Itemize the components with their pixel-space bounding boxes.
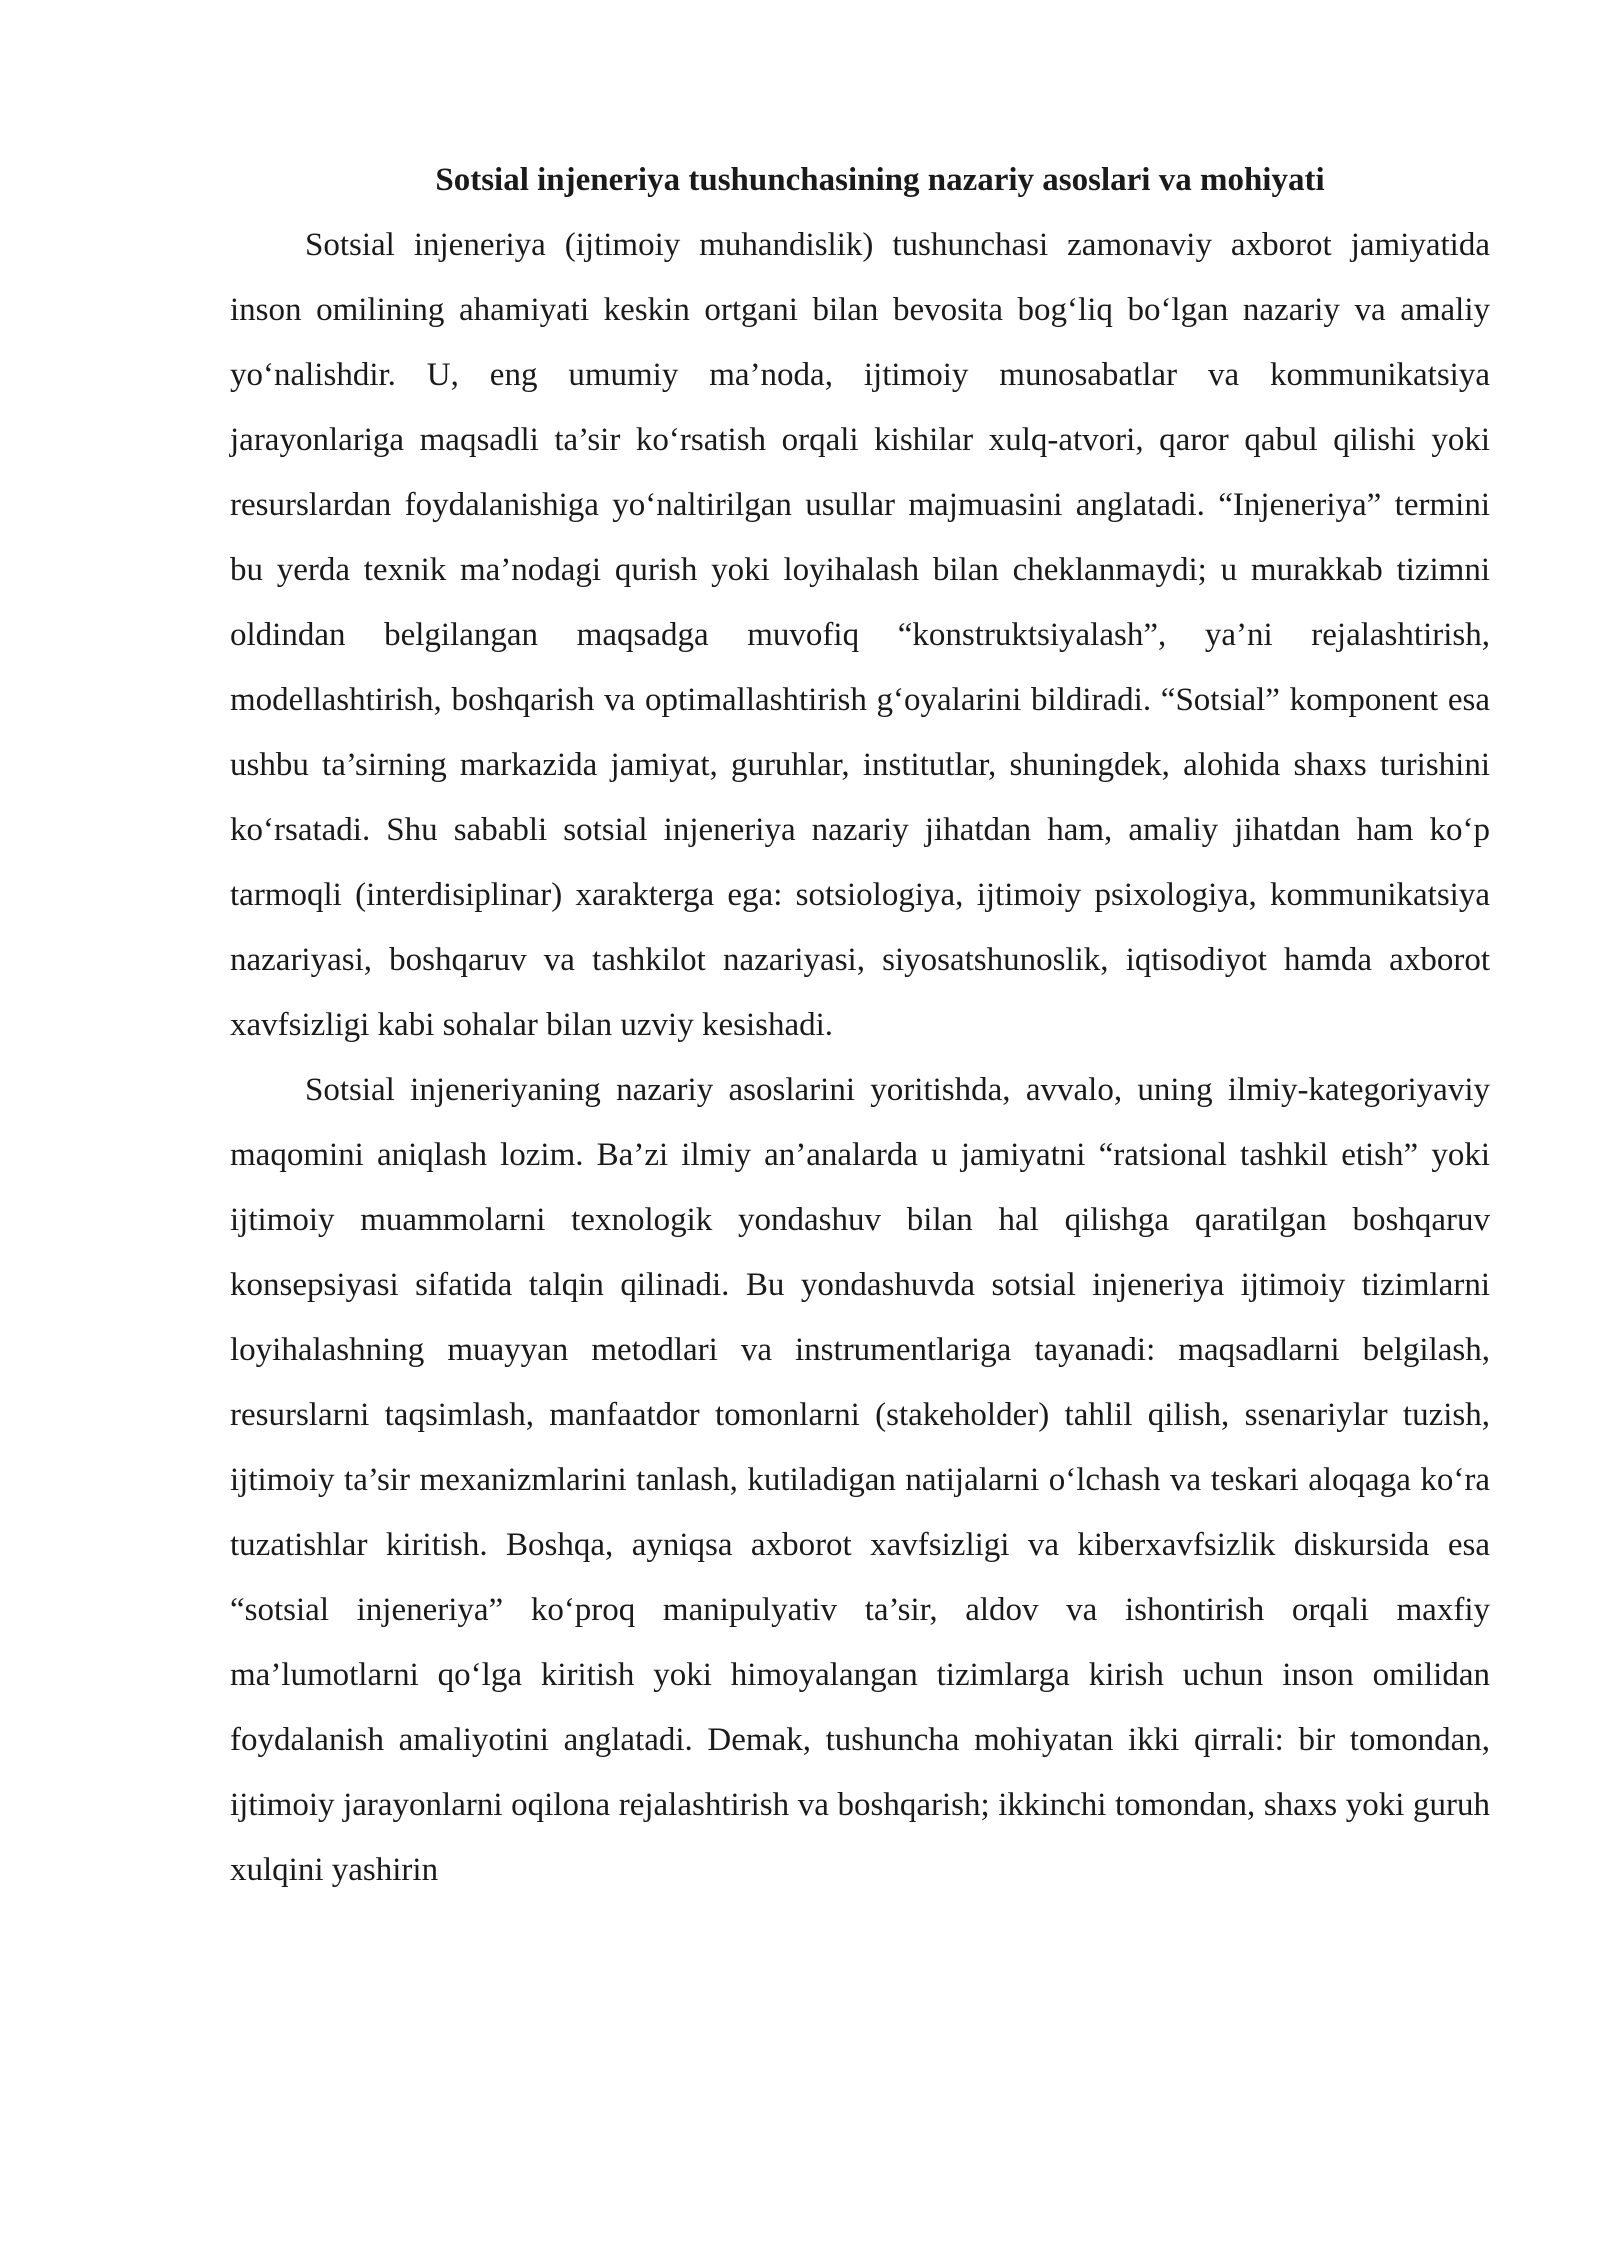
paragraph-1: Sotsial injeneriya (ijtimoiy muhandislik) tushunchasi zamonaviy axborot jamiyatida inson omilining ahamiyati keskin ortgani bilan bevosita bog‘liq bo‘lgan nazariy va amaliy yo‘nalishdir. U, eng umumiy ma’noda, ijtimoiy munosabatlar va kommunikatsiya jarayonlariga maqsadli ta’sir ko‘rsatish orqali kishilar xulq-atvori, qaror qabul qilishi yoki resurslardan foydalanishiga yo‘naltirilgan usullar majmuasini anglatadi. “Injeneriya” termini bu yerda texnik ma’nodagi qurish yoki loyihalash bilan cheklanmaydi; u murakkab tizimni oldindan belgilangan maqsadga muvofiq “konstruktsiyalash”, ya’ni rejalashtirish, modellashtirish, boshqarish va optimallashtirish g‘oyalarini bildiradi. “Sotsial” komponent esa ushbu ta’sirning markazida jamiyat, guruhlar, institutlar, shuningdek, alohida shaxs turishini ko‘rsatadi. Shu sababli sotsial injeneriya nazariy jihatdan ham, amaliy jihatdan ham ko‘p tarmoqli (interdisiplinar) xarakterga ega: sotsiologiya, ijtimoiy psixologiya, kommunikatsiya nazariyasi, boshqaruv va tashkilot nazariyasi, siyosatshunoslik, iqtisodiyot hamda axborot xavfsizligi kabi sohalar bilan uzviy kesishadi.: [230, 227, 1490, 1043]
document-title: Sotsial injeneriya tushunchasining nazariy asoslari va mohiyati: [435, 162, 1325, 198]
paragraph-2: Sotsial injeneriyaning nazariy asoslarini yoritishda, avvalo, uning ilmiy-kategoriyaviy maqomini aniqlash lozim. Ba’zi ilmiy an’analarda u jamiyatni “ratsional tashkil etish” yoki ijtimoiy muammolarni texnologik yondashuv bilan hal qilishga qaratilgan boshqaruv konsepsiyasi sifatida talqin qilinadi. Bu yondashuvda sotsial injeneriya ijtimoiy tizimlarni loyihalashning muayyan metodlari va instrumentlariga tayanadi: maqsadlarni belgilash, resurslarni taqsimlash, manfaatdor tomonlarni (stakeholder) tahlil qilish, ssenariylar tuzish, ijtimoiy ta’sir mexanizmlarini tanlash, kutiladigan natijalarni o‘lchash va teskari aloqaga ko‘ra tuzatishlar kiritish. Boshqa, ayniqsa axborot xavfsizligi va kiberxavfsizlik diskursida esa “sotsial injeneriya” ko‘proq manipulyativ ta’sir, aldov va ishontirish orqali maxfiy ma’lumotlarni qo‘lga kiritish yoki himoyalangan tizimlarga kirish uchun inson omilidan foydalanish amaliyotini anglatadi. Demak, tushuncha mohiyatan ikki qirrali: bir tomondan, ijtimoiy jarayonlarni oqilona rejalashtirish va boshqarish; ikkinchi tomondan, shaxs yoki guruh xulqini yashirin: [230, 1072, 1490, 1888]
document-page: [230, 148, 1490, 1903]
